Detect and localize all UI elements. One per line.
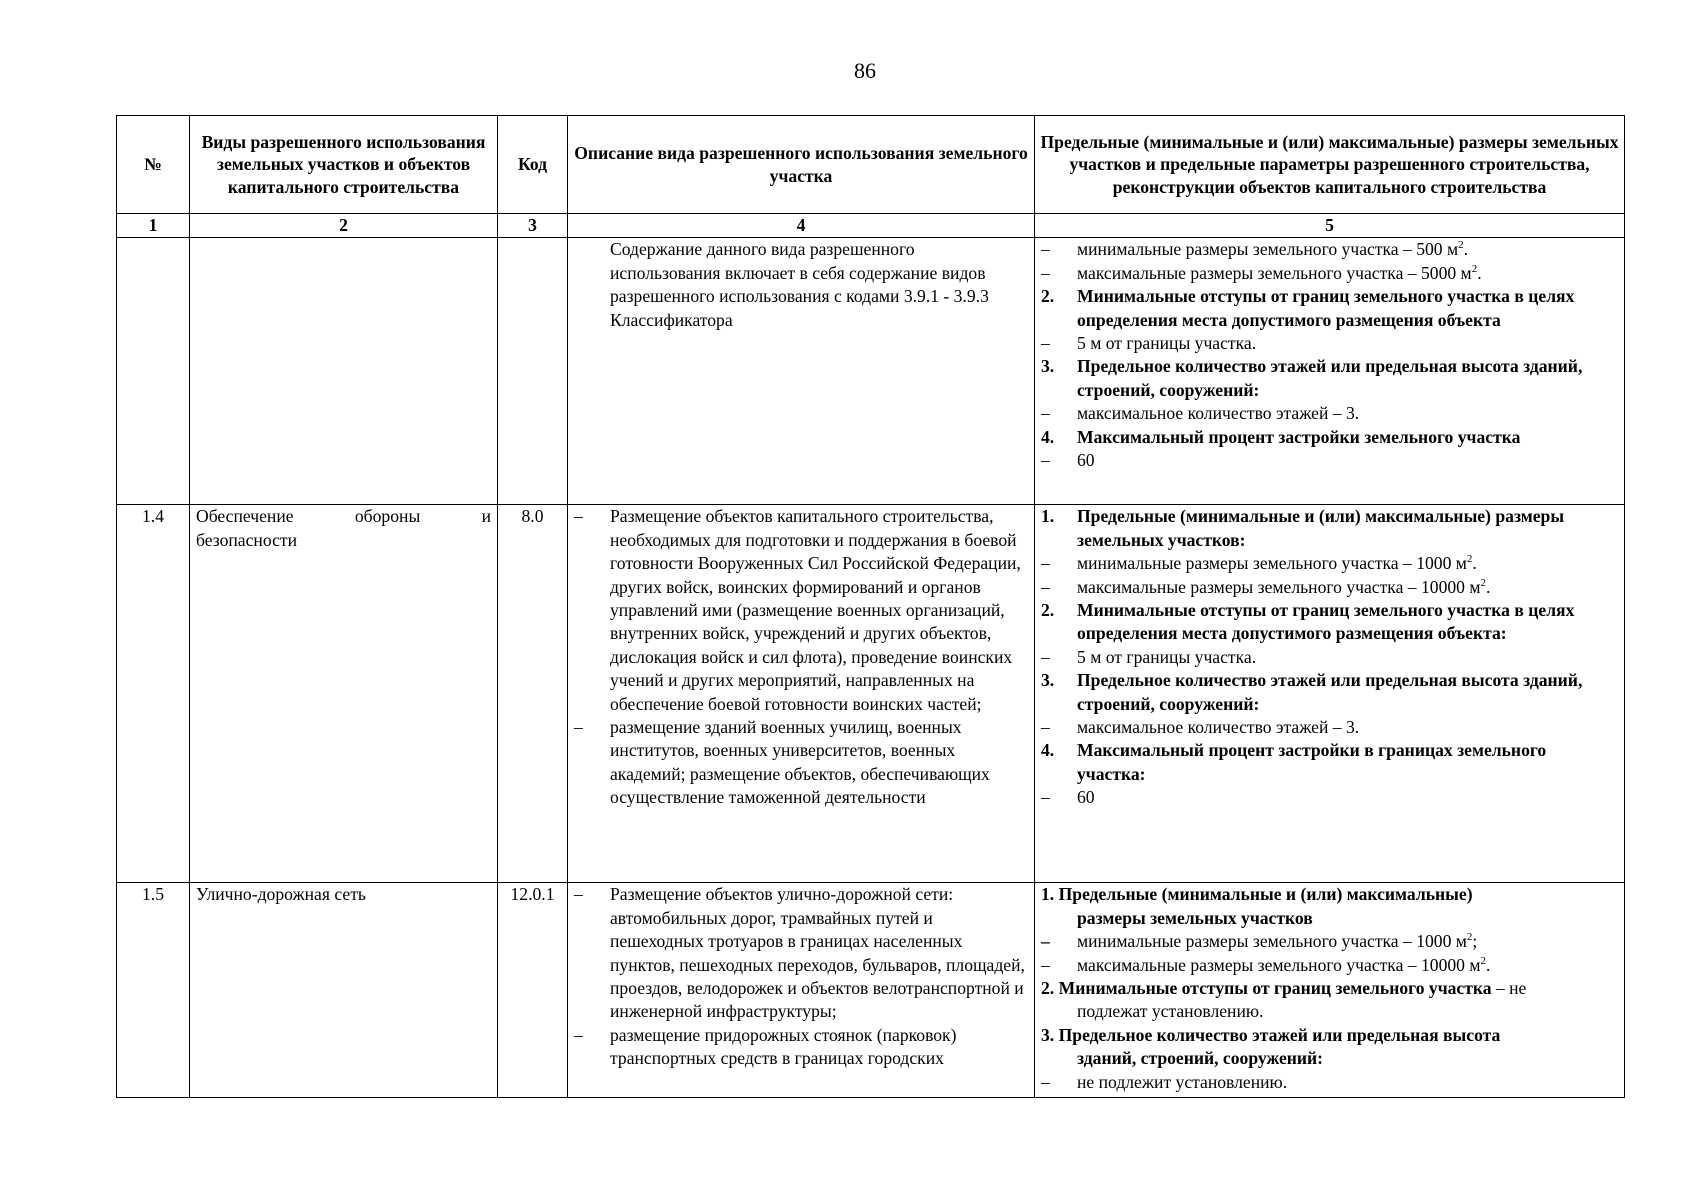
param-item	[1041, 786, 1618, 809]
param-heading-text: зданий, строений, сооружений:	[1077, 1048, 1324, 1069]
param-value: максимальные размеры земельного участка – 10000 м	[1077, 576, 1481, 597]
param-heading-text: Предельное количество этажей или предельная высота зданий, строений, сооружений:	[1077, 356, 1583, 400]
regulations-table	[116, 115, 1625, 1098]
param-text: – не	[1491, 978, 1527, 999]
param-heading	[1041, 505, 1618, 552]
punctuation: .	[1463, 239, 1469, 260]
description-item	[574, 505, 1028, 716]
column-number: 2	[190, 214, 498, 238]
superscript: 2	[1480, 576, 1486, 589]
param-heading-text: Максимальный процент застройки земельного участка	[1077, 426, 1521, 447]
description-item	[574, 883, 1028, 1023]
superscript: 2	[1458, 239, 1464, 252]
table-row	[117, 883, 1625, 1098]
row-code	[498, 238, 568, 505]
superscript: 2	[1466, 553, 1473, 566]
param-text	[1077, 930, 1618, 953]
punctuation: .	[1477, 262, 1482, 283]
param-text: максимальное количество этажей – 3.	[1077, 403, 1360, 424]
list-marker: –	[1041, 239, 1050, 260]
list-marker: –	[574, 1024, 583, 1045]
param-item	[1041, 552, 1618, 575]
column-number: 3	[498, 214, 568, 238]
superscript: 2	[1466, 931, 1473, 944]
param-item	[1041, 332, 1618, 355]
row-parameters	[1035, 505, 1625, 883]
row-code: 12.0.1	[498, 883, 568, 1098]
param-text	[1077, 576, 1618, 599]
param-heading-text: Предельные (минимальные и (или) максимальные) размеры земельных участков:	[1077, 506, 1565, 550]
param-text: 5 м от границы участка.	[1077, 333, 1257, 354]
param-item	[1041, 646, 1618, 669]
row-number	[117, 238, 190, 505]
punctuation: .	[1486, 954, 1491, 975]
description-item	[574, 716, 1028, 810]
description-text: размещение зданий военных училищ, военных институтов, военных университетов, военных академий; размещение объектов, обеспечивающих осуществление таможенной деятельности	[610, 717, 990, 808]
param-text	[1077, 262, 1618, 285]
row-description	[568, 505, 1035, 883]
param-heading	[1041, 285, 1618, 332]
row-use-type	[190, 505, 498, 883]
param-item	[1041, 1071, 1618, 1094]
param-item	[1041, 449, 1618, 472]
list-marker: –	[1041, 262, 1050, 283]
description-item	[574, 238, 1028, 332]
list-marker: –	[1041, 787, 1050, 808]
description-item	[574, 1024, 1028, 1071]
list-marker: –	[1041, 646, 1050, 667]
column-number: 1	[117, 214, 190, 238]
punctuation: .	[1486, 576, 1491, 597]
use-type-line: безопасности	[196, 529, 297, 550]
table-header-row	[117, 116, 1625, 214]
list-marker: –	[1041, 553, 1050, 574]
param-item	[1041, 238, 1618, 261]
row-use-type	[190, 238, 498, 505]
param-heading-text: 3. Предельное количество этажей или предельная высота	[1041, 1024, 1501, 1045]
param-heading-text: Минимальные отступы от границ земельного участка в целях определения места допустимого размещения объекта:	[1077, 600, 1575, 644]
superscript: 2	[1471, 262, 1478, 275]
list-marker: 3.	[1041, 670, 1055, 691]
list-marker: –	[1041, 954, 1050, 975]
list-marker: –	[1041, 576, 1050, 597]
param-heading	[1041, 739, 1618, 786]
param-heading	[1041, 599, 1618, 646]
header-parameters: Предельные (минимальные и (или) максимальные) размеры земельных участков и предельные параметры разрешенного строительства, реконструкции объектов капитального строительства	[1035, 116, 1625, 214]
column-numbers-row	[117, 214, 1625, 238]
param-item	[1041, 262, 1618, 285]
param-heading-text: Предельное количество этажей или предельная высота зданий, строений, сооружений:	[1077, 670, 1583, 714]
row-description	[568, 238, 1035, 505]
row-number: 1.5	[117, 883, 190, 1098]
param-text: 5 м от границы участка.	[1077, 646, 1257, 667]
row-number: 1.4	[117, 505, 190, 883]
param-text: 60	[1077, 787, 1095, 808]
list-marker: –	[1041, 717, 1050, 738]
row-use-type: Улично-дорожная сеть	[190, 883, 498, 1098]
description-text: Размещение объектов улично-дорожной сети: автомобильных дорог, трамвайных путей и пешеходных тротуаров в границах населенных пунктов, пешеходных переходов, бульваров, площадей, проездов, велодорожек и объектов велотранспортной и инженерной инфраструктуры;	[610, 884, 1025, 1022]
punctuation: .	[1472, 553, 1477, 574]
param-heading-text: 1. Предельные (минимальные и (или) максимальные)	[1041, 884, 1473, 905]
list-marker: –	[1041, 1071, 1050, 1092]
param-value: минимальные размеры земельного участка – 1000 м	[1077, 553, 1467, 574]
list-marker: –	[1041, 931, 1050, 952]
param-text: не подлежит установлению.	[1077, 1071, 1288, 1092]
param-heading-text: размеры земельных участков	[1077, 907, 1313, 928]
param-value: максимальные размеры земельного участка – 5000 м	[1077, 262, 1472, 283]
row-parameters	[1035, 238, 1625, 505]
list-marker: 3.	[1041, 356, 1055, 377]
list-marker	[574, 238, 610, 332]
param-item	[1041, 930, 1618, 953]
param-heading	[1041, 355, 1618, 402]
use-type-line: Обеспечение обороны и	[196, 506, 491, 527]
list-marker: 4.	[1041, 740, 1055, 761]
row-parameters	[1035, 883, 1625, 1098]
superscript: 2	[1480, 954, 1486, 967]
param-heading	[1041, 1024, 1618, 1071]
param-value: максимальные размеры земельного участка – 10000 м	[1077, 954, 1481, 975]
param-heading-text: Минимальные отступы от границ земельного участка в целях определения места допустимого размещения объекта	[1077, 286, 1575, 330]
list-marker: –	[1041, 403, 1050, 424]
param-text	[1077, 954, 1618, 977]
param-heading	[1041, 977, 1618, 1024]
param-item	[1041, 954, 1618, 977]
description-text: Содержание данного вида разрешенного использования включает в себя содержание видов разрешенного использования с кодами 3.9.1 - 3.9.3 Классификатора	[610, 239, 989, 330]
param-heading	[1041, 426, 1618, 449]
param-heading-text: Максимальный процент застройки в границах земельного участка:	[1077, 740, 1547, 784]
list-marker: 2.	[1041, 600, 1055, 621]
param-item	[1041, 716, 1618, 739]
table-row	[117, 505, 1625, 883]
list-marker: –	[574, 717, 583, 738]
list-marker: –	[574, 884, 583, 905]
param-text: подлежат установлению.	[1077, 1001, 1264, 1022]
param-item	[1041, 576, 1618, 599]
list-marker: –	[574, 506, 583, 527]
list-marker: 4.	[1041, 426, 1055, 447]
row-description	[568, 883, 1035, 1098]
description-text: Размещение объектов капитального строительства, необходимых для подготовки и поддержания в боевой готовности Вооруженных Сил Российской Федерации, других войск, воинских формирований и органов управлений ими (размещение военных организаций, внутренних войск, учреждений и других объектов, дислокация войск и сил флота), проведение воинских учений и других мероприятий, направленных на обеспечение боевой готовности воинских частей;	[610, 506, 1021, 714]
page-number: 86	[854, 58, 876, 83]
column-number: 5	[1035, 214, 1625, 238]
header-number: №	[117, 116, 190, 214]
param-value: минимальные размеры земельного участка – 1000 м	[1077, 931, 1467, 952]
param-text: максимальное количество этажей – 3.	[1077, 717, 1360, 738]
param-heading	[1041, 883, 1618, 930]
table-row	[117, 238, 1625, 505]
header-code: Код	[498, 116, 568, 214]
param-item	[1041, 402, 1618, 425]
param-text	[1077, 238, 1618, 261]
param-heading-text: 2. Минимальные отступы от границ земельного участка	[1041, 978, 1492, 999]
header-use-type: Виды разрешенного использования земельных участков и объектов капитального строительства	[190, 116, 498, 214]
header-description: Описание вида разрешенного использования земельного участка	[568, 116, 1035, 214]
list-marker: 1.	[1041, 506, 1055, 527]
list-marker: 2.	[1041, 286, 1055, 307]
description-text: размещение придорожных стоянок (парковок) транспортных средств в границах городских	[610, 1024, 957, 1069]
param-heading	[1041, 669, 1618, 716]
list-marker: –	[1041, 450, 1050, 471]
param-text: 60	[1077, 450, 1095, 471]
param-text	[1077, 552, 1618, 575]
column-number: 4	[568, 214, 1035, 238]
punctuation: ;	[1472, 931, 1478, 952]
param-value: минимальные размеры земельного участка – 500 м	[1077, 239, 1459, 260]
list-marker: –	[1041, 333, 1050, 354]
row-code: 8.0	[498, 505, 568, 883]
